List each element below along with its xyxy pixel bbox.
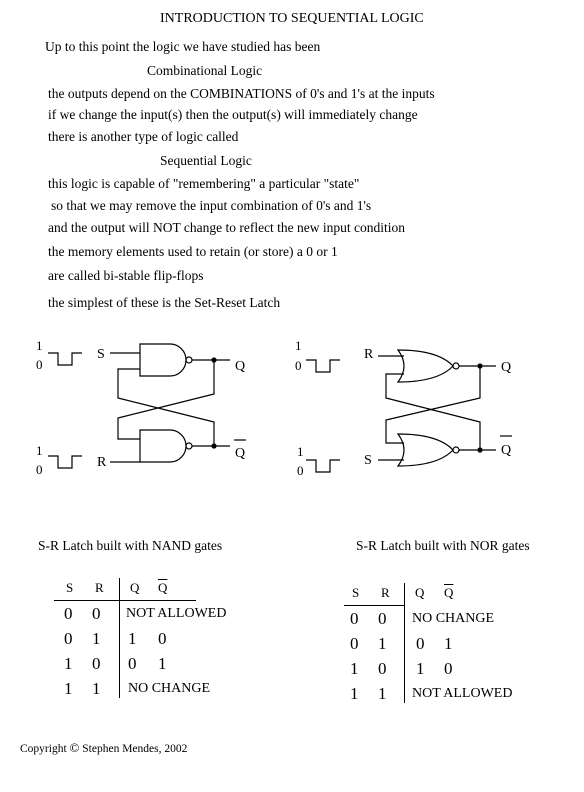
col-header-r: R	[95, 580, 104, 595]
col-header-q: Q	[415, 585, 425, 600]
col-header-s: S	[352, 585, 360, 600]
text-line-8: so that we may remove the input combination of 0's and 1's	[51, 198, 372, 213]
feedback-qbar	[118, 369, 214, 446]
text-line-11: are called bi-stable flip-flops	[48, 268, 204, 283]
r-input-waveform	[306, 360, 340, 372]
header-divider	[344, 605, 404, 606]
text-line-9: and the output will NOT change to reflect the new input condition	[48, 220, 406, 235]
nor-q-output-label: Q	[501, 360, 512, 375]
copyright-label: Copyright	[20, 743, 67, 755]
column-divider	[119, 578, 120, 698]
nand-s-input-label: S	[97, 347, 105, 362]
nand-gate-top	[140, 344, 186, 376]
col-header-qbar: $\overline{Q}$	[444, 585, 454, 600]
nor-top-low-label: 0	[295, 358, 302, 373]
copyright-author: Stephen Mendes, 2002	[82, 743, 188, 755]
header-divider	[54, 600, 196, 601]
column-divider	[404, 583, 405, 703]
s-input-waveform	[306, 460, 340, 472]
nand-truth-table: S R Q $\overline{Q}$ 0 0 NOT ALLOWED 0 1 1 0 1 0 0 1 1 1 NO CHANGE	[54, 578, 254, 700]
col-header-qbar: $\overline{Q}$	[158, 580, 168, 595]
nand-latch-diagram	[0, 330, 290, 490]
col-header-r: R	[381, 585, 390, 600]
r-input-waveform	[48, 456, 82, 468]
sequential-logic-heading: Sequential Logic	[160, 153, 252, 168]
nor-qbar-output-label: Q	[501, 443, 512, 458]
nor-top-high-label: 1	[295, 338, 302, 353]
feedback-q	[118, 360, 214, 439]
nand-top-high-label: 1	[36, 338, 43, 353]
col-header-q: Q	[130, 580, 140, 595]
col-header-s: S	[66, 580, 74, 595]
nand-bottom-low-label: 0	[36, 462, 43, 477]
page-title: INTRODUCTION TO SEQUENTIAL LOGIC	[160, 11, 424, 26]
nor-bottom-low-label: 0	[297, 463, 304, 478]
text-line-10: the memory elements used to retain (or store) a 0 or 1	[48, 244, 338, 259]
text-line-12: the simplest of these is the Set-Reset Latch	[48, 295, 281, 310]
nor-latch-diagram	[290, 330, 584, 490]
text-line-7: this logic is capable of "remembering" a particular "state"	[48, 176, 360, 191]
nor-gate-bottom	[398, 434, 453, 466]
text-line-3: the outputs depend on the COMBINATIONS of 0's and 1's at the inputs	[48, 86, 435, 101]
nor-bottom-high-label: 1	[297, 444, 304, 459]
nand-q-output-label: Q	[235, 359, 246, 374]
nor-truth-table: S R Q $\overline{Q}$ 0 0 NO CHANGE 0 1 0 1 1 0 1 0 1 1 NOT ALLOWED	[344, 583, 544, 705]
nand-qbar-output-label: Q	[235, 446, 246, 461]
nor-s-input-label: S	[364, 453, 372, 468]
nand-r-input-label: R	[97, 455, 107, 470]
text-line-4: if we change the input(s) then the output(s) will immediately change	[48, 107, 418, 122]
nand-bottom-high-label: 1	[36, 443, 43, 458]
nand-latch-caption: S-R Latch built with NAND gates	[38, 538, 223, 553]
s-input-waveform	[48, 353, 82, 365]
nor-gate-top	[398, 350, 453, 382]
text-line-1: Up to this point the logic we have studied has been	[45, 39, 321, 54]
combinational-logic-heading: Combinational Logic	[147, 63, 263, 78]
nor-latch-caption: S-R Latch built with NOR gates	[356, 538, 530, 553]
copyright-symbol: ©	[69, 740, 80, 755]
nand-gate-bottom	[140, 430, 186, 462]
text-line-5: there is another type of logic called	[48, 129, 239, 144]
nand-top-low-label: 0	[36, 357, 43, 372]
copyright-line	[20, 740, 187, 757]
nor-r-input-label: R	[364, 347, 374, 362]
